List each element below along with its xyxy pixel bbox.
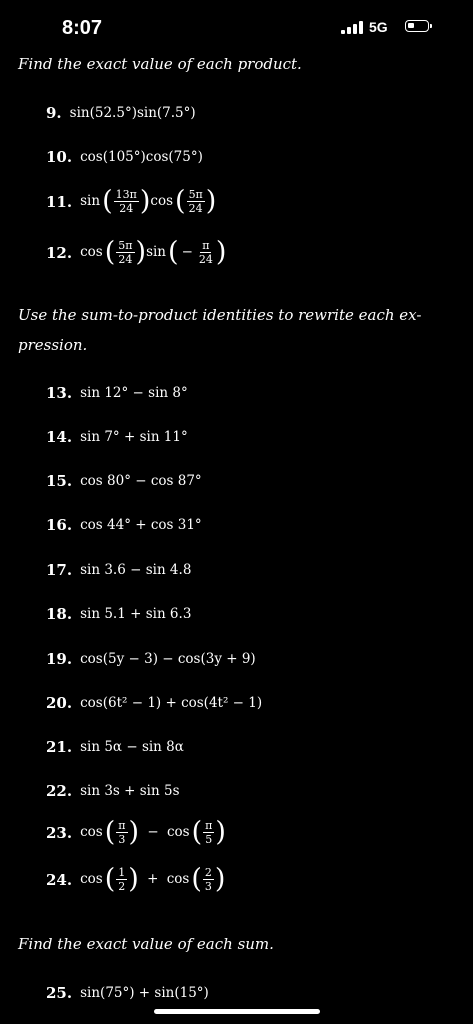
function-name: cos	[166, 871, 190, 887]
function-name: sin	[80, 193, 101, 209]
problem-number: 17.	[46, 561, 73, 579]
problem-13	[46, 384, 188, 402]
problem-expression: sin 5α − sin 8α	[80, 739, 184, 755]
instruction-sum-to-product	[18, 300, 438, 360]
problem-number: 18.	[46, 605, 73, 623]
fraction-numerator: 2	[204, 866, 212, 879]
problem-number: 14.	[46, 428, 73, 446]
function-name: cos	[80, 871, 103, 887]
fraction-denominator: 5	[205, 833, 213, 846]
fraction-numerator: π	[205, 819, 213, 832]
instruction-products: Find the exact value of each product.	[18, 55, 302, 73]
fraction-denominator: 24	[188, 202, 203, 215]
fraction-numerator: π	[202, 239, 210, 252]
problem-18	[46, 605, 191, 623]
problem-expression: cos(6t² − 1) + cos(4t² − 1)	[80, 695, 263, 711]
function-name: cos	[150, 193, 174, 209]
problem-expression: sin(52.5°)sin(7.5°)	[69, 105, 196, 121]
problem-number: 24.	[46, 870, 73, 889]
problem-number: 10.	[46, 148, 73, 166]
problem-number: 15.	[46, 472, 73, 490]
problem-number: 25.	[46, 984, 73, 1002]
fraction-denominator: 24	[118, 253, 133, 266]
problem-number: 9.	[46, 104, 62, 122]
fraction-numerator: 5π	[188, 188, 203, 201]
problem-expression: sin( $\frac{13\pi}{24}$ )cos( $\frac{5\pi}{24}$ )	[80, 185, 217, 217]
problem-9	[46, 104, 196, 122]
instruction-line: pression.	[18, 336, 88, 354]
function-name: cos	[80, 824, 103, 840]
network-type: 5G	[369, 19, 388, 35]
problem-expression: cos 44° + cos 31°	[80, 517, 202, 533]
problem-22	[46, 782, 180, 800]
fraction-denominator: 24	[119, 202, 134, 215]
home-indicator[interactable]	[154, 1009, 320, 1014]
problem-21	[46, 738, 184, 756]
fraction-numerator: 5π	[118, 239, 133, 252]
problem-16	[46, 516, 202, 534]
problem-expression: cos(105°)cos(75°)	[80, 149, 203, 165]
problem-expression: cos(5y − 3) − cos(3y + 9)	[80, 651, 256, 667]
negative-sign: −	[181, 244, 193, 260]
function-name: sin	[146, 244, 167, 260]
problem-expression: sin 3s + sin 5s	[80, 783, 180, 799]
battery-icon	[405, 20, 429, 32]
operator: +	[147, 871, 159, 887]
problem-number: 16.	[46, 516, 73, 534]
instruction-sums: Find the exact value of each sum.	[18, 935, 274, 953]
problem-number: 21.	[46, 738, 73, 756]
problem-expression: sin 12° − sin 8°	[80, 385, 188, 401]
fraction-denominator: 24	[198, 253, 213, 266]
problem-expression: cos( $\frac{5\pi}{24}$ )sin( − $\frac{\pi}{24}$ )	[80, 236, 227, 268]
problem-23	[46, 816, 226, 848]
problem-expression: sin 7° + sin 11°	[80, 429, 188, 445]
problem-number: 11.	[46, 192, 73, 211]
problem-19	[46, 650, 256, 668]
problem-number: 22.	[46, 782, 73, 800]
problem-20	[46, 694, 262, 712]
problem-expression: sin 5.1 + sin 6.3	[80, 606, 192, 622]
problem-expression: sin 3.6 − sin 4.8	[80, 562, 192, 578]
problem-expression: cos( $\frac{1}{2}$ ) + cos( $\frac{2}{3}$ )	[80, 863, 226, 895]
problem-14	[46, 428, 188, 446]
problem-expression: cos( $\frac{\pi}{3}$ ) − cos( $\frac{\pi}{5}$ )	[80, 816, 226, 848]
problem-10	[46, 148, 203, 166]
fraction-denominator: 3	[204, 880, 212, 893]
status-time: 8:07	[62, 17, 103, 39]
problem-number: 12.	[46, 243, 73, 262]
problem-number: 23.	[46, 823, 73, 842]
fraction-numerator: π	[118, 819, 126, 832]
problem-15	[46, 472, 202, 490]
fraction-denominator: 3	[118, 833, 126, 846]
problem-number: 19.	[46, 650, 73, 668]
fraction-numerator: 1	[118, 866, 126, 879]
problem-expression: cos 80° − cos 87°	[80, 473, 202, 489]
problem-number: 13.	[46, 384, 73, 402]
operator: −	[147, 824, 159, 840]
fraction-denominator: 2	[118, 880, 126, 893]
instruction-line: Use the sum-to-product identities to rewrite each ex-	[18, 306, 422, 324]
problem-17	[46, 561, 191, 579]
problem-12	[46, 236, 227, 268]
function-name: cos	[166, 824, 190, 840]
problem-11	[46, 185, 217, 217]
signal-bars-icon	[341, 21, 363, 34]
problem-24	[46, 863, 226, 895]
status-bar	[0, 0, 473, 56]
function-name: cos	[80, 244, 103, 260]
problem-25	[46, 984, 209, 1002]
problem-expression: sin(75°) + sin(15°)	[80, 985, 209, 1001]
problem-number: 20.	[46, 694, 73, 712]
fraction-numerator: 13π	[115, 188, 137, 201]
